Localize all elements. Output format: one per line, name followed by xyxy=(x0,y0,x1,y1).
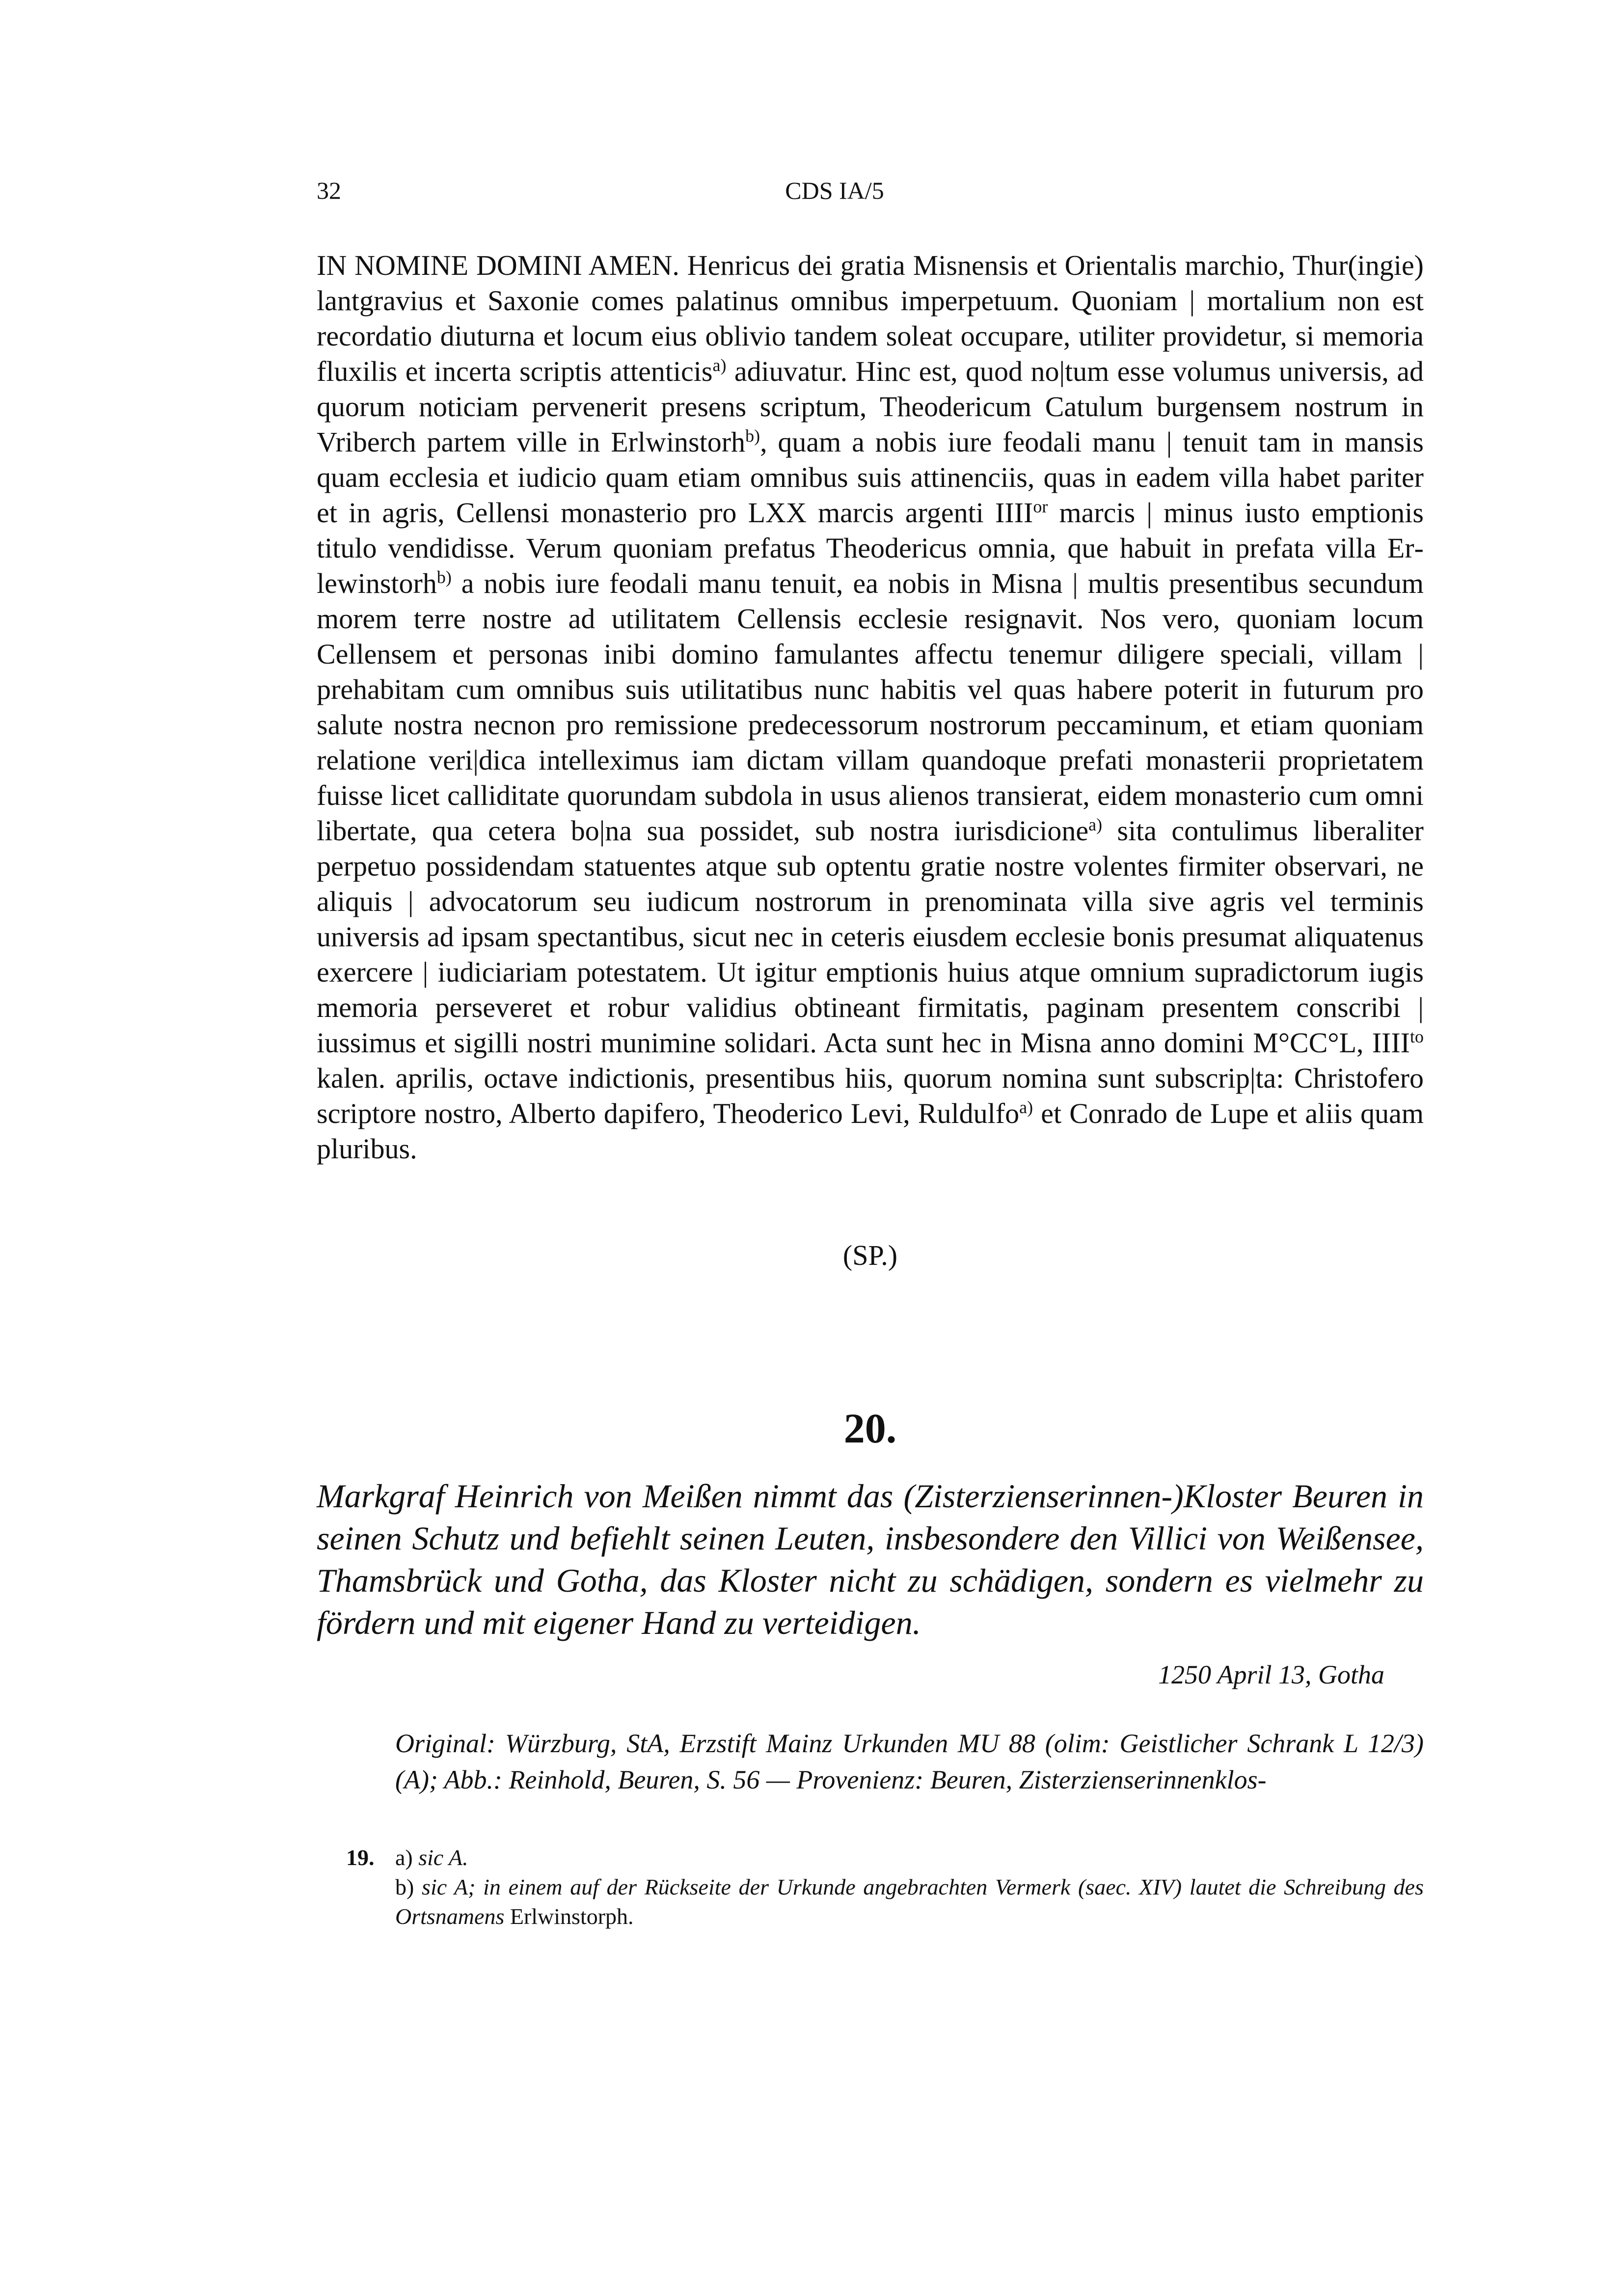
footnote-marker: b) xyxy=(436,567,452,587)
footnote-marker: a) xyxy=(712,355,727,375)
text-segment: marcis | minus iusto emptionis titulo vendidisse. Verum quoniam prefatus Theodericus omnia, que habuit in prefata villa Erlewinstorh xyxy=(317,497,1424,599)
text-segment: IN NOMINE DOMINI AMEN. Henricus dei gratia Misnensis et Orientalis marchio, Thur(ingie) lantgravius et Saxonie comes palatinus omnibus imperpetuum. Quoniam | mortalium non est recordatio diuturna et locum eius oblivio tandem soleat occupare, utiliter providetur, si memoria fluxilis et incerta scriptis attenticis xyxy=(317,249,1424,387)
text-segment: , quam a nobis iure feodali manu | tenuit tam in mansis quam ecclesia et iudicio quam etiam omnibus suis attinenciis, quas in eadem villa habet pariter et in agris, Cellensi monasterio pro LXX marcis argenti IIII xyxy=(317,426,1424,529)
footnote-text: sic A; in einem auf der Rückseite der Urkunde angebrachten Vermerk (saec. XIV) lautet die Schreibung des Ortsnamens xyxy=(395,1874,1424,1929)
text-segment: adiuvatur. Hinc est, quod no|tum esse volumus universis, ad quorum noticiam pervenerit presens scriptum, Theodericum Catulum burgensem nostrum in Vriberch partem ville in Erlwinstorh xyxy=(317,355,1424,458)
charter-19-paragraph xyxy=(317,248,1424,1167)
superscript-ordinal: to xyxy=(1409,1027,1424,1046)
document-number: 20. xyxy=(843,1405,897,1452)
footnote-place-name: Erlwinstorph. xyxy=(510,1904,634,1929)
footnote-marker: a) xyxy=(1088,815,1103,834)
footnote-group-number: 19. xyxy=(346,1845,375,1870)
page-number: 32 xyxy=(317,177,341,204)
charter-19-text xyxy=(317,248,1424,1167)
superscript-ordinal: or xyxy=(1033,497,1048,516)
footnote-text: sic A. xyxy=(418,1845,468,1870)
regest: Markgraf Heinrich von Meißen nimmt das (Zisterzienserinnen-)Kloster Beuren in seinen Schutz und befiehlt seinen Leuten, insbesondere den Villici von Weißensee, Thamsbrück und Gotha, das Kloster nicht zu schädigen, sondern es vielmehr zu fördern und mit eigener Hand zu verteidigen. xyxy=(317,1477,1424,1641)
text-segment: kalen. aprilis, octave indictionis, presentibus hiis, quorum nomina sunt subscrip|ta: Christofero scriptore nostro, Alberto dapifero, Theoderico Levi, Ruldulfo xyxy=(317,1062,1424,1129)
date-place: 1250 April 13, Gotha xyxy=(1158,1660,1384,1689)
tradition-note: Original: Würzburg, StA, Erzstift Mainz Urkunden MU 88 (olim: Geistlicher Schrank L 12/3) (A); Abb.: Reinhold, Beuren, S. 56 — Provenienz: Beuren, Zisterzienserinnenklos- xyxy=(395,1729,1424,1794)
footnote-a xyxy=(395,1843,1424,1872)
text-segment: et Conrado de Lupe et aliis quam pluribus. xyxy=(317,1097,1424,1165)
footnote-marker: a) xyxy=(1019,1097,1033,1117)
footnote-b xyxy=(395,1872,1424,1931)
footnote-marker: b) xyxy=(745,426,760,446)
footnotes xyxy=(346,1843,1424,1931)
running-head: CDS IA/5 xyxy=(785,177,884,204)
text-segment: a nobis iure feodali manu tenuit, ea nobis in Misna | multis presentibus secundum morem terre nostre ad utilitatem Cellensis ecclesie resignavit. Nos vero, quoniam locum Cellensem et personas inibi domino famulantes affectu tenemur diligere speciali, villam | prehabitam cum omnibus suis utilitatibus nunc habitis vel quas habere poterit in futurum pro salute nostra necnon pro remissione predecessorum nostrorum peccaminum, et etiam quoniam relatione veri|dica intelleximus iam dictam villam quandoque prefati monasterii proprietatem fuisse licet calliditate quorundam subdola in usus alienos transierat, eidem monasterio cum omni libertate, qua cetera bo|na sua possidet, sub nostra iurisdicione xyxy=(317,567,1424,847)
footnote-label: a) xyxy=(395,1845,413,1870)
footnote-label: b) xyxy=(395,1874,414,1899)
seal-mark: (SP.) xyxy=(842,1239,898,1271)
text-segment: sita contulimus liberaliter perpetuo possidendam statuentes atque sub optentu gratie nostre volentes firmiter observari, ne aliquis | advocatorum seu iudicum nostrorum in prenominata villa sive agris vel terminis universis ad ipsam spectantibus, sicut nec in ceteris eiusdem ecclesie bonis presumat aliquatenus exercere | iudiciariam potestatem. Ut igitur emptionis huius atque omnium supradictorum iugis memoria perseveret et robur validius obtineant firmitatis, paginam presentem conscribi | iussimus et sigilli nostri munimine solidari. Acta sunt hec in Misna anno domini M°CC°L, IIII xyxy=(317,815,1424,1059)
